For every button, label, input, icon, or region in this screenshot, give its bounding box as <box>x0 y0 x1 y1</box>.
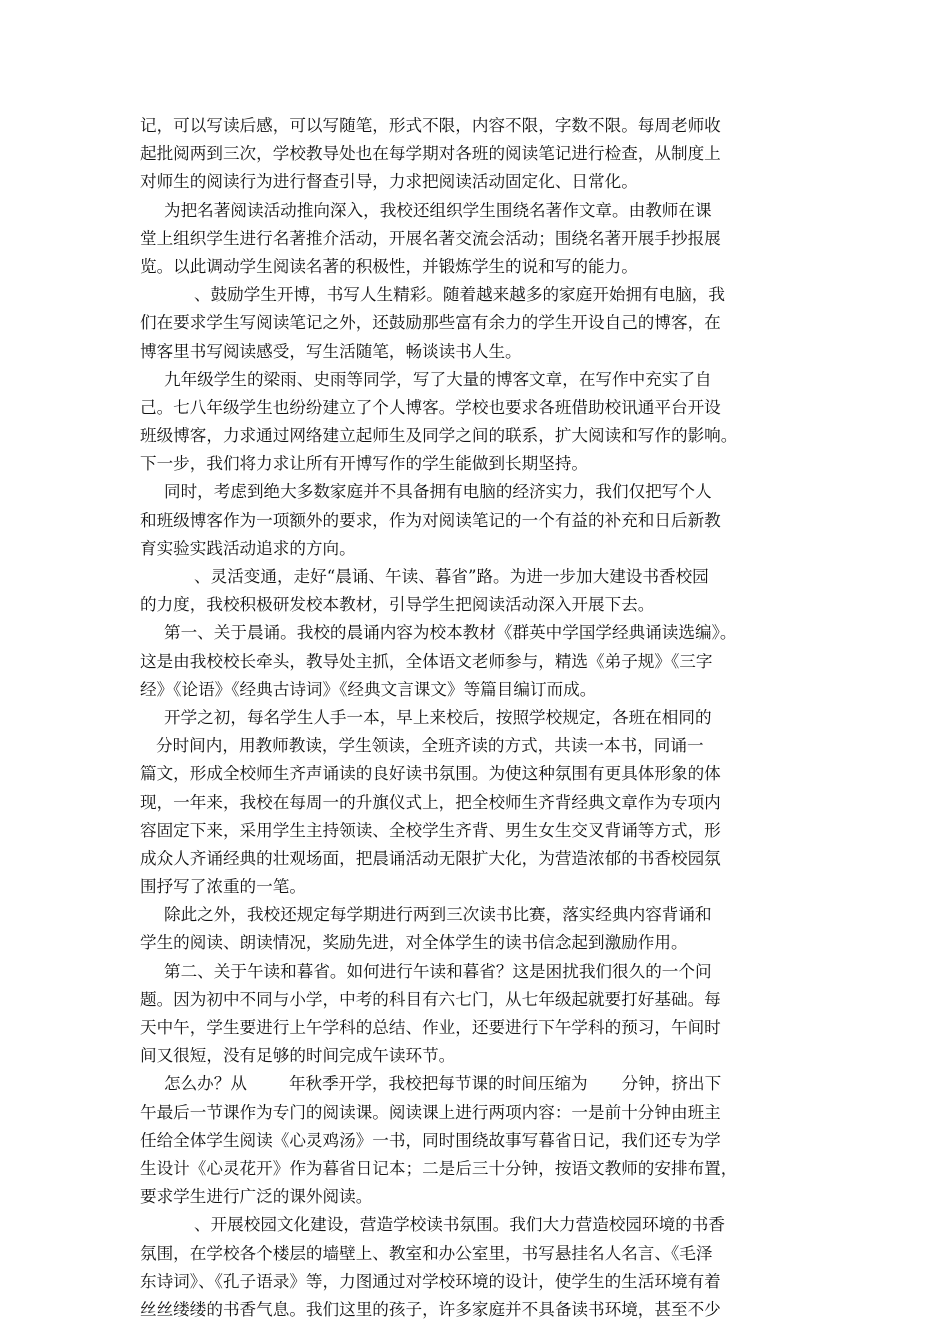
text-line: 成众人齐诵经典的壮观场面，把晨诵活动无限扩大化，为营造浓郁的书香校园氛 <box>140 848 721 868</box>
text-line: 午最后一节课作为专门的阅读课。阅读课上进行两项内容：一是前十分钟由班主 <box>140 1102 721 1122</box>
text-line: 己。七八年级学生也纷纷建立了个人博客。学校也要求各班借助校讯通平台开设 <box>140 397 721 417</box>
text-line: 除此之外，我校还规定每学期进行两到三次读书比赛，落实经典内容背诵和 <box>164 905 712 925</box>
text-line: 、开展校园文化建设，营造学校读书氛围。我们大力营造校园环境的书香 <box>194 1215 725 1235</box>
text-line: 间又很短，没有足够的时间完成午读环节。 <box>140 1046 456 1066</box>
text-line: 的力度，我校积极研发校本教材，引导学生把阅读活动深入开展下去。 <box>140 595 655 615</box>
text-line: 下一步，我们将力求让所有开博写作的学生能做到长期坚持。 <box>140 454 589 474</box>
text-line: 东诗词》、《孔子语录》等，力图通过对学校环境的设计，使学生的生活环境有着 <box>140 1271 721 1291</box>
text-line: 经》《论语》《经典古诗词》《经典文言课文》等篇目编订而成。 <box>140 679 597 699</box>
text-line: 和班级博客作为一项额外的要求，作为对阅读笔记的一个有益的补充和日后新教 <box>140 510 721 530</box>
text-line: 博客里书写阅读感受，写生活随笔，畅谈读书人生。 <box>140 341 522 361</box>
text-line: 氛围，在学校各个楼层的墙壁上、教室和办公室里，书写悬挂名人名言、《毛泽 <box>140 1243 713 1263</box>
text-line: 第二、关于午读和暮省。如何进行午读和暮省？这是困扰我们很久的一个问 <box>164 961 712 981</box>
text-line: 篇文，形成全校师生齐声诵读的良好读书氛围。为使这种氛围有更具体形象的体 <box>140 764 721 784</box>
text-line: 第一、关于晨诵。我校的晨诵内容为校本教材《群英中学国学经典诵读选编》。 <box>164 623 737 643</box>
text-line: 开学之初，每名学生人手一本，早上来校后，按照学校规定，各班在相同的 <box>164 707 712 727</box>
text-line: 学生的阅读、朗读情况，奖励先进，对全体学生的读书信念起到激励作用。 <box>140 933 688 953</box>
text-line: 围抒写了浓重的一笔。 <box>140 877 306 897</box>
text-line: 现，一年来，我校在每周一的升旗仪式上，把全校师生齐背经典文章作为专项内 <box>140 792 721 812</box>
text-line: 、灵活变通，走好“晨诵、午读、暮省”路。为进一步加大建设书香校园 <box>194 567 709 586</box>
text-line: 览。以此调动学生阅读名著的积极性，并锻炼学生的说和写的能力。 <box>140 256 638 276</box>
text-line: 容固定下来，采用学生主持领读、全校学生齐背、男生女生交叉背诵等方式，形 <box>140 820 721 840</box>
text-line: 任给全体学生阅读《心灵鸡汤》一书，同时围绕故事写暮省日记，我们还专为学 <box>140 1130 721 1150</box>
text-line: 班级博客，力求通过网络建立起师生及同学之间的联系，扩大阅读和写作的影响。 <box>140 426 738 446</box>
text-line: 九年级学生的梁雨、史雨等同学，写了大量的博客文章，在写作中充实了自 <box>164 369 712 389</box>
text-line: 们在要求学生写阅读笔记之外，还鼓励那些富有余力的学生开设自己的博客，在 <box>140 313 721 333</box>
text-line: 丝丝缕缕的书香气息。我们这里的孩子，许多家庭并不具备读书环境，甚至不少 <box>140 1299 721 1319</box>
text-line: 育实验实践活动追求的方向。 <box>140 538 356 558</box>
text-line: 要求学生进行广泛的课外阅读。 <box>140 1187 373 1207</box>
text-line: 题。因为初中不同与小学，中考的科目有六七门，从七年级起就要打好基础。每 <box>140 989 721 1009</box>
text-line: 起批阅两到三次，学校教导处也在每学期对各班的阅读笔记进行检查，从制度上 <box>140 144 721 164</box>
text-line: 怎么办？从 年秋季开学，我校把每节课的时间压缩为 分钟，挤出下 <box>164 1074 722 1094</box>
text-line: 为把名著阅读活动推向深入，我校还组织学生围绕名著作文章。由教师在课 <box>164 200 712 220</box>
text-line: 堂上组织学生进行名著推介活动，开展名著交流会活动；围绕名著开展手抄报展 <box>140 228 721 248</box>
text-line: 同时，考虑到绝大多数家庭并不具备拥有电脑的经济实力，我们仅把写个人 <box>164 482 712 502</box>
text-line: 分时间内，用教师教读，学生领读，全班齐读的方式，共读一本书，同诵一 <box>156 736 704 756</box>
text-line: 生设计《心灵花开》作为暮省日记本；二是后三十分钟，按语文教师的安排布置， <box>140 1158 738 1178</box>
text-line: 、鼓励学生开博，书写人生精彩。随着越来越多的家庭开始拥有电脑，我 <box>194 285 725 305</box>
text-line: 对师生的阅读行为进行督查引导，力求把阅读活动固定化、日常化。 <box>140 172 638 192</box>
document-body <box>140 112 808 1324</box>
text-line: 天中午，学生要进行上午学科的总结、作业，还要进行下午学科的预习，午间时 <box>140 1018 721 1037</box>
text-line: 记，可以写读后感，可以写随笔，形式不限，内容不限，字数不限。每周老师收 <box>140 116 721 135</box>
text-line: 这是由我校校长牵头，教导处主抓，全体语文老师参与，精选《弟子规》《三字 <box>140 651 713 671</box>
